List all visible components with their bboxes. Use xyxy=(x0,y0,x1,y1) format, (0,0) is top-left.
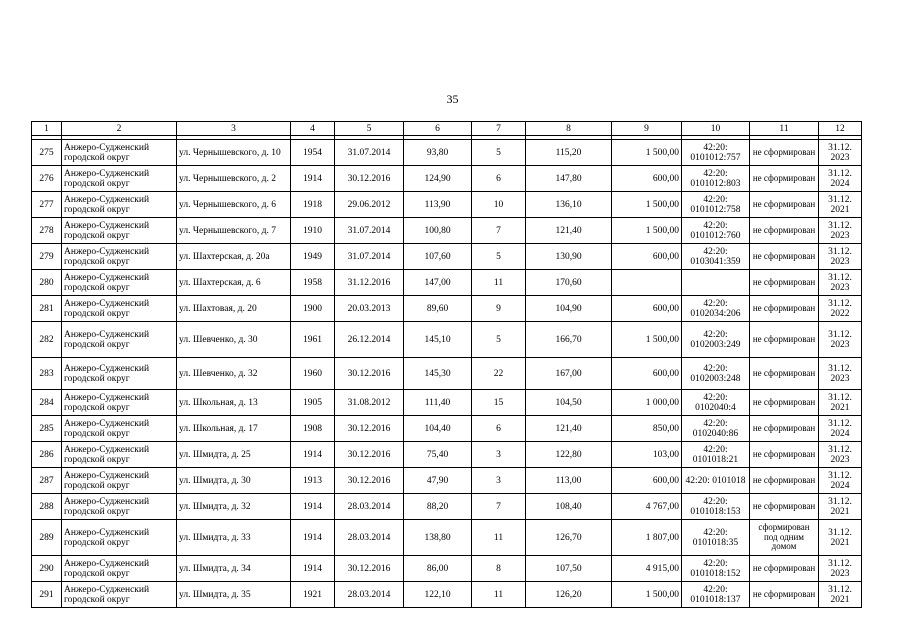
count-cell: 7 xyxy=(472,218,526,244)
table-row xyxy=(32,582,862,608)
table-row xyxy=(32,270,862,296)
cadastral-number-cell: 42:20: 0102040:4 xyxy=(682,390,750,416)
municipality-cell: Анжеро-Судженский городской округ xyxy=(62,468,177,494)
address-cell: ул. Шахтерская, д. 20а xyxy=(177,244,291,270)
page-number: 35 xyxy=(446,92,459,106)
year-cell: 1914 xyxy=(291,166,335,192)
area-cell: 75,40 xyxy=(404,442,472,468)
area-cell: 111,40 xyxy=(404,390,472,416)
date-cell: 30.12.2016 xyxy=(335,442,404,468)
deadline-cell: 31.12. 2023 xyxy=(819,556,862,582)
count-cell: 11 xyxy=(472,270,526,296)
table-row xyxy=(32,296,862,322)
area-cell: 100,80 xyxy=(404,218,472,244)
date-cell: 31.07.2014 xyxy=(335,140,404,166)
value-cell: 136,10 xyxy=(526,192,612,218)
address-cell: ул. Чернышевского, д. 10 xyxy=(177,140,291,166)
date-cell: 30.12.2016 xyxy=(335,166,404,192)
area-cell: 89,60 xyxy=(404,296,472,322)
value-cell: 122,80 xyxy=(526,442,612,468)
value-cell: 126,70 xyxy=(526,520,612,556)
deadline-cell: 31.12. 2021 xyxy=(819,494,862,520)
date-cell: 28.03.2014 xyxy=(335,582,404,608)
count-cell: 10 xyxy=(472,192,526,218)
cadastral-number-cell: 42:20: 0101018:153 xyxy=(682,494,750,520)
address-cell: ул. Шмидта, д. 25 xyxy=(177,442,291,468)
value-cell: 126,20 xyxy=(526,582,612,608)
value-cell: 147,80 xyxy=(526,166,612,192)
municipality-cell: Анжеро-Судженский городской округ xyxy=(62,140,177,166)
price-cell: 600,00 xyxy=(612,296,682,322)
address-cell: ул. Шмидта, д. 32 xyxy=(177,494,291,520)
municipality-cell: Анжеро-Судженский городской округ xyxy=(62,416,177,442)
municipality-cell: Анжеро-Судженский городской округ xyxy=(62,244,177,270)
price-cell: 600,00 xyxy=(612,244,682,270)
status-cell: не сформирован xyxy=(750,556,819,582)
area-cell: 88,20 xyxy=(404,494,472,520)
cadastral-number-cell: 42:20: 0102034:206 xyxy=(682,296,750,322)
date-cell: 31.12.2016 xyxy=(335,270,404,296)
year-cell: 1908 xyxy=(291,416,335,442)
year-cell: 1954 xyxy=(291,140,335,166)
municipality-cell: Анжеро-Судженский городской округ xyxy=(62,192,177,218)
cadastral-number-cell: 42:20: 0101018:35 xyxy=(682,520,750,556)
value-cell: 113,00 xyxy=(526,468,612,494)
price-cell xyxy=(612,270,682,296)
table-row xyxy=(32,468,862,494)
cadastral-number-cell: 42:20: 0101012:760 xyxy=(682,218,750,244)
row-number: 287 xyxy=(32,468,62,494)
status-cell: не сформирован xyxy=(750,166,819,192)
table-row xyxy=(32,416,862,442)
status-cell: не сформирован xyxy=(750,358,819,390)
address-cell: ул. Чернышевского, д. 6 xyxy=(177,192,291,218)
count-cell: 6 xyxy=(472,166,526,192)
year-cell: 1914 xyxy=(291,442,335,468)
table-row xyxy=(32,322,862,358)
table-row xyxy=(32,358,862,390)
date-cell: 28.03.2014 xyxy=(335,494,404,520)
column-header: 7 xyxy=(472,122,526,136)
deadline-cell: 31.12. 2022 xyxy=(819,296,862,322)
area-cell: 86,00 xyxy=(404,556,472,582)
year-cell: 1900 xyxy=(291,296,335,322)
row-number: 282 xyxy=(32,322,62,358)
price-cell: 600,00 xyxy=(612,166,682,192)
area-cell: 145,10 xyxy=(404,322,472,358)
year-cell: 1914 xyxy=(291,520,335,556)
date-cell: 30.12.2016 xyxy=(335,556,404,582)
deadline-cell: 31.12. 2021 xyxy=(819,520,862,556)
column-header: 1 xyxy=(32,122,62,136)
status-cell: не сформирован xyxy=(750,416,819,442)
value-cell: 121,40 xyxy=(526,218,612,244)
date-cell: 30.12.2016 xyxy=(335,468,404,494)
status-cell: не сформирован xyxy=(750,494,819,520)
address-cell: ул. Шевченко, д. 30 xyxy=(177,322,291,358)
cadastral-number-cell: 42:20: 0102003:249 xyxy=(682,322,750,358)
status-cell: не сформирован xyxy=(750,270,819,296)
table-row xyxy=(32,244,862,270)
column-number-row xyxy=(32,122,862,136)
status-cell: не сформирован xyxy=(750,390,819,416)
column-header: 11 xyxy=(750,122,819,136)
table-row xyxy=(32,442,862,468)
row-number: 285 xyxy=(32,416,62,442)
price-cell: 103,00 xyxy=(612,442,682,468)
address-cell: ул. Школьная, д. 17 xyxy=(177,416,291,442)
municipality-cell: Анжеро-Судженский городской округ xyxy=(62,322,177,358)
area-cell: 47,90 xyxy=(404,468,472,494)
table-row xyxy=(32,140,862,166)
address-cell: ул. Шевченко, д. 32 xyxy=(177,358,291,390)
cadastral-number-cell: 42:20: 0101018:137 xyxy=(682,582,750,608)
deadline-cell: 31.12. 2021 xyxy=(819,390,862,416)
count-cell: 5 xyxy=(472,322,526,358)
municipality-cell: Анжеро-Судженский городской округ xyxy=(62,166,177,192)
cadastral-number-cell: 42:20: 0101018 xyxy=(682,468,750,494)
price-cell: 1 500,00 xyxy=(612,218,682,244)
date-cell: 20.03.2013 xyxy=(335,296,404,322)
date-cell: 31.07.2014 xyxy=(335,244,404,270)
cadastral-number-cell: 42:20: 0101012:803 xyxy=(682,166,750,192)
row-number: 281 xyxy=(32,296,62,322)
value-cell: 108,40 xyxy=(526,494,612,520)
date-cell: 30.12.2016 xyxy=(335,416,404,442)
cadastral-number-cell: 42:20: 0103041:359 xyxy=(682,244,750,270)
row-number: 283 xyxy=(32,358,62,390)
area-cell: 147,00 xyxy=(404,270,472,296)
address-cell: ул. Шахтерская, д. 6 xyxy=(177,270,291,296)
price-cell: 1 500,00 xyxy=(612,140,682,166)
price-cell: 850,00 xyxy=(612,416,682,442)
status-cell: сформирован под одним домом xyxy=(750,520,819,556)
date-cell: 28.03.2014 xyxy=(335,520,404,556)
row-number: 289 xyxy=(32,520,62,556)
registry-table xyxy=(31,121,862,608)
cadastral-number-cell xyxy=(682,270,750,296)
row-number: 284 xyxy=(32,390,62,416)
value-cell: 104,90 xyxy=(526,296,612,322)
status-cell: не сформирован xyxy=(750,218,819,244)
column-header: 3 xyxy=(177,122,291,136)
address-cell: ул. Шмидта, д. 33 xyxy=(177,520,291,556)
count-cell: 22 xyxy=(472,358,526,390)
date-cell: 31.08.2012 xyxy=(335,390,404,416)
count-cell: 9 xyxy=(472,296,526,322)
deadline-cell: 31.12. 2024 xyxy=(819,166,862,192)
price-cell: 1 500,00 xyxy=(612,192,682,218)
table-row xyxy=(32,192,862,218)
cadastral-number-cell: 42:20: 0101018:152 xyxy=(682,556,750,582)
municipality-cell: Анжеро-Судженский городской округ xyxy=(62,270,177,296)
deadline-cell: 31.12. 2023 xyxy=(819,358,862,390)
count-cell: 3 xyxy=(472,442,526,468)
address-cell: ул. Чернышевского, д. 7 xyxy=(177,218,291,244)
deadline-cell: 31.12. 2024 xyxy=(819,416,862,442)
table-row xyxy=(32,556,862,582)
date-cell: 30.12.2016 xyxy=(335,358,404,390)
value-cell: 130,90 xyxy=(526,244,612,270)
table-row xyxy=(32,494,862,520)
date-cell: 29.06.2012 xyxy=(335,192,404,218)
municipality-cell: Анжеро-Судженский городской округ xyxy=(62,296,177,322)
count-cell: 7 xyxy=(472,494,526,520)
municipality-cell: Анжеро-Судженский городской округ xyxy=(62,520,177,556)
status-cell: не сформирован xyxy=(750,442,819,468)
table-row xyxy=(32,390,862,416)
deadline-cell: 31.12. 2023 xyxy=(819,270,862,296)
area-cell: 104,40 xyxy=(404,416,472,442)
count-cell: 15 xyxy=(472,390,526,416)
address-cell: ул. Шахтовая, д. 20 xyxy=(177,296,291,322)
status-cell: не сформирован xyxy=(750,468,819,494)
value-cell: 104,50 xyxy=(526,390,612,416)
area-cell: 113,90 xyxy=(404,192,472,218)
price-cell: 1 500,00 xyxy=(612,582,682,608)
price-cell: 600,00 xyxy=(612,358,682,390)
table-row xyxy=(32,520,862,556)
year-cell: 1961 xyxy=(291,322,335,358)
municipality-cell: Анжеро-Судженский городской округ xyxy=(62,442,177,468)
deadline-cell: 31.12. 2021 xyxy=(819,192,862,218)
deadline-cell: 31.12. 2023 xyxy=(819,244,862,270)
row-number: 286 xyxy=(32,442,62,468)
value-cell: 167,00 xyxy=(526,358,612,390)
value-cell: 107,50 xyxy=(526,556,612,582)
year-cell: 1910 xyxy=(291,218,335,244)
status-cell: не сформирован xyxy=(750,322,819,358)
column-header: 8 xyxy=(526,122,612,136)
table-row xyxy=(32,218,862,244)
row-number: 276 xyxy=(32,166,62,192)
column-header: 2 xyxy=(62,122,177,136)
deadline-cell: 31.12. 2021 xyxy=(819,582,862,608)
status-cell: не сформирован xyxy=(750,582,819,608)
value-cell: 121,40 xyxy=(526,416,612,442)
status-cell: не сформирован xyxy=(750,140,819,166)
municipality-cell: Анжеро-Судженский городской округ xyxy=(62,582,177,608)
area-cell: 138,80 xyxy=(404,520,472,556)
area-cell: 122,10 xyxy=(404,582,472,608)
municipality-cell: Анжеро-Судженский городской округ xyxy=(62,494,177,520)
address-cell: ул. Шмидта, д. 30 xyxy=(177,468,291,494)
count-cell: 11 xyxy=(472,582,526,608)
count-cell: 5 xyxy=(472,140,526,166)
row-number: 280 xyxy=(32,270,62,296)
column-header: 9 xyxy=(612,122,682,136)
municipality-cell: Анжеро-Судженский городской округ xyxy=(62,390,177,416)
count-cell: 5 xyxy=(472,244,526,270)
year-cell: 1958 xyxy=(291,270,335,296)
status-cell: не сформирован xyxy=(750,296,819,322)
cadastral-number-cell: 42:20: 0101018:21 xyxy=(682,442,750,468)
area-cell: 145,30 xyxy=(404,358,472,390)
column-header: 5 xyxy=(335,122,404,136)
year-cell: 1918 xyxy=(291,192,335,218)
year-cell: 1914 xyxy=(291,494,335,520)
value-cell: 166,70 xyxy=(526,322,612,358)
deadline-cell: 31.12. 2023 xyxy=(819,140,862,166)
status-cell: не сформирован xyxy=(750,244,819,270)
column-header: 10 xyxy=(682,122,750,136)
table-body xyxy=(32,140,862,608)
row-number: 288 xyxy=(32,494,62,520)
date-cell: 31.07.2014 xyxy=(335,218,404,244)
deadline-cell: 31.12. 2023 xyxy=(819,322,862,358)
price-cell: 1 807,00 xyxy=(612,520,682,556)
column-header: 12 xyxy=(819,122,862,136)
row-number: 290 xyxy=(32,556,62,582)
year-cell: 1914 xyxy=(291,556,335,582)
address-cell: ул. Чернышевского, д. 2 xyxy=(177,166,291,192)
municipality-cell: Анжеро-Судженский городской округ xyxy=(62,218,177,244)
table-row xyxy=(32,166,862,192)
row-number: 278 xyxy=(32,218,62,244)
cadastral-number-cell: 42:20: 0101012:757 xyxy=(682,140,750,166)
deadline-cell: 31.12. 2023 xyxy=(819,218,862,244)
area-cell: 124,90 xyxy=(404,166,472,192)
status-cell: не сформирован xyxy=(750,192,819,218)
year-cell: 1913 xyxy=(291,468,335,494)
row-number: 277 xyxy=(32,192,62,218)
year-cell: 1921 xyxy=(291,582,335,608)
count-cell: 11 xyxy=(472,520,526,556)
count-cell: 8 xyxy=(472,556,526,582)
count-cell: 3 xyxy=(472,468,526,494)
year-cell: 1949 xyxy=(291,244,335,270)
price-cell: 600,00 xyxy=(612,468,682,494)
address-cell: ул. Школьная, д. 13 xyxy=(177,390,291,416)
date-cell: 26.12.2014 xyxy=(335,322,404,358)
row-number: 291 xyxy=(32,582,62,608)
address-cell: ул. Шмидта, д. 35 xyxy=(177,582,291,608)
area-cell: 93,80 xyxy=(404,140,472,166)
column-header: 4 xyxy=(291,122,335,136)
cadastral-number-cell: 42:20: 0102003:248 xyxy=(682,358,750,390)
value-cell: 170,60 xyxy=(526,270,612,296)
cadastral-number-cell: 42:20: 0102040:86 xyxy=(682,416,750,442)
price-cell: 1 500,00 xyxy=(612,322,682,358)
row-number: 275 xyxy=(32,140,62,166)
row-number: 279 xyxy=(32,244,62,270)
year-cell: 1960 xyxy=(291,358,335,390)
area-cell: 107,60 xyxy=(404,244,472,270)
column-header: 6 xyxy=(404,122,472,136)
value-cell: 115,20 xyxy=(526,140,612,166)
price-cell: 4 915,00 xyxy=(612,556,682,582)
municipality-cell: Анжеро-Судженский городской округ xyxy=(62,556,177,582)
municipality-cell: Анжеро-Судженский городской округ xyxy=(62,358,177,390)
count-cell: 6 xyxy=(472,416,526,442)
price-cell: 4 767,00 xyxy=(612,494,682,520)
deadline-cell: 31.12. 2023 xyxy=(819,442,862,468)
deadline-cell: 31.12. 2024 xyxy=(819,468,862,494)
price-cell: 1 000,00 xyxy=(612,390,682,416)
year-cell: 1905 xyxy=(291,390,335,416)
cadastral-number-cell: 42:20: 0101012:758 xyxy=(682,192,750,218)
address-cell: ул. Шмидта, д. 34 xyxy=(177,556,291,582)
